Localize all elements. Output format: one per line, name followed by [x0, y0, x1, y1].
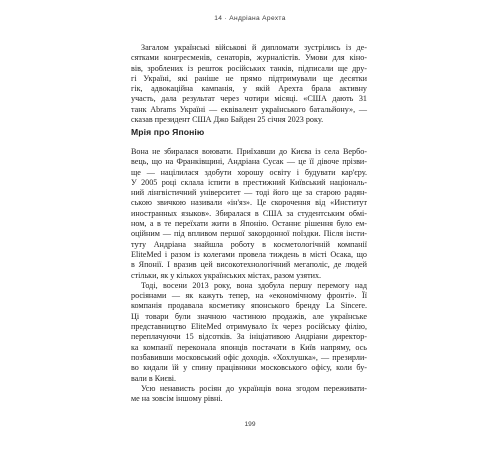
text-line: танк Abrams Україні — еквівалент українського батальйону», — — [131, 104, 367, 114]
text-line: туту Андріана знайшла роботу в косметологічній компанії — [131, 239, 367, 249]
text-line: ний лінгвістичний університет — тоді його ще за старою радян- — [131, 188, 367, 198]
text-line: стільки, як у кількох українських містах, разом узятих. — [131, 270, 322, 280]
text-line: ською звичкою називали «ін'яз». Це скорочення від «Институт — [131, 198, 367, 208]
text-line: представництво EliteMed отримувало їх через російську філію, — [131, 322, 367, 332]
text-line: ка компанії переконала японців постачати в Київ напряму, ось — [131, 342, 367, 352]
text-line: ном, а в те переїхати жити в Японію. Останнє рішення було ем- — [131, 219, 367, 229]
section-heading: Мрія про Японію — [131, 127, 205, 137]
text-line: ще — націлилася здобути хорошу освіту і будувати кар'єру. — [131, 167, 367, 177]
text-line: иностранных языков». Збиралася в США за студентським обмі- — [131, 208, 367, 218]
text-line: Ці товари були значною частиною продажів, але українське — [131, 311, 367, 321]
text-line: вець, що на Франківщині, Андріана Сусак — це її дівоче прізви- — [131, 157, 367, 167]
text-line: Загалом українські військові й дипломати зустрілись із де- — [141, 43, 367, 52]
text-line: Тоді, восени 2013 року, вона здобула першу перемогу над — [141, 280, 367, 290]
text-line: Усю ненависть росіян до українців вона згодом переживати- — [141, 383, 367, 393]
text-line: вів, зроблених із решток російських танків, підписали ще дру- — [131, 63, 367, 73]
text-line: во кидали їй у спину працівники московського офісу, коли бу- — [131, 363, 367, 373]
text-line: росіянами — як кажуть тепер, на «економічному фронті». Її — [131, 291, 367, 301]
text-line: сятками конгресменів, сенаторів, журналістів. Умови для кіно- — [131, 53, 367, 63]
text-line: У 2005 році склала іспити в престижний Київський національ- — [131, 177, 367, 187]
text-line: гі Україні, які раніше не прямо підтримували ще десятки — [131, 73, 367, 83]
text-line: компанія продавала косметику японського бренду La Sincere. — [131, 301, 367, 311]
text-line: ме на зовсім іншому рівні. — [131, 394, 223, 404]
text-line: участь, дала результат через чотири місяці. «США дають 31 — [131, 94, 367, 104]
text-line: переплачуючи 15 відсотків. За ініціативою Андріани директор- — [131, 332, 367, 342]
text-line: Вона не збиралася воювати. Приїхавши до Києва із села Вербо- — [131, 147, 367, 156]
text-line: гік, адвокаційна кампанія, у якій Арехта брала активну — [131, 84, 367, 94]
text-line: в Японії. І вразив цей високотехнологічний мегаполіс, де людей — [131, 260, 367, 270]
text-line: EliteMed і разом із колегами провела тиждень в місті Осака, що — [131, 249, 367, 259]
text-line: оційним — під впливом першої закордонної поїздки. Після інсти- — [131, 229, 367, 239]
body-text — [131, 147, 367, 404]
text-line: позбавивши московський офіс доходів. «Хохлушка», — презирли- — [131, 352, 367, 362]
opening-paragraph — [131, 43, 367, 125]
running-head: 14 · Андріана Арехта — [214, 15, 286, 22]
text-line: вали в Києві. — [131, 373, 177, 383]
text-line: сказав президент США Джо Байден 25 січня 2023 року. — [131, 115, 324, 125]
page-number: 199 — [244, 421, 256, 428]
